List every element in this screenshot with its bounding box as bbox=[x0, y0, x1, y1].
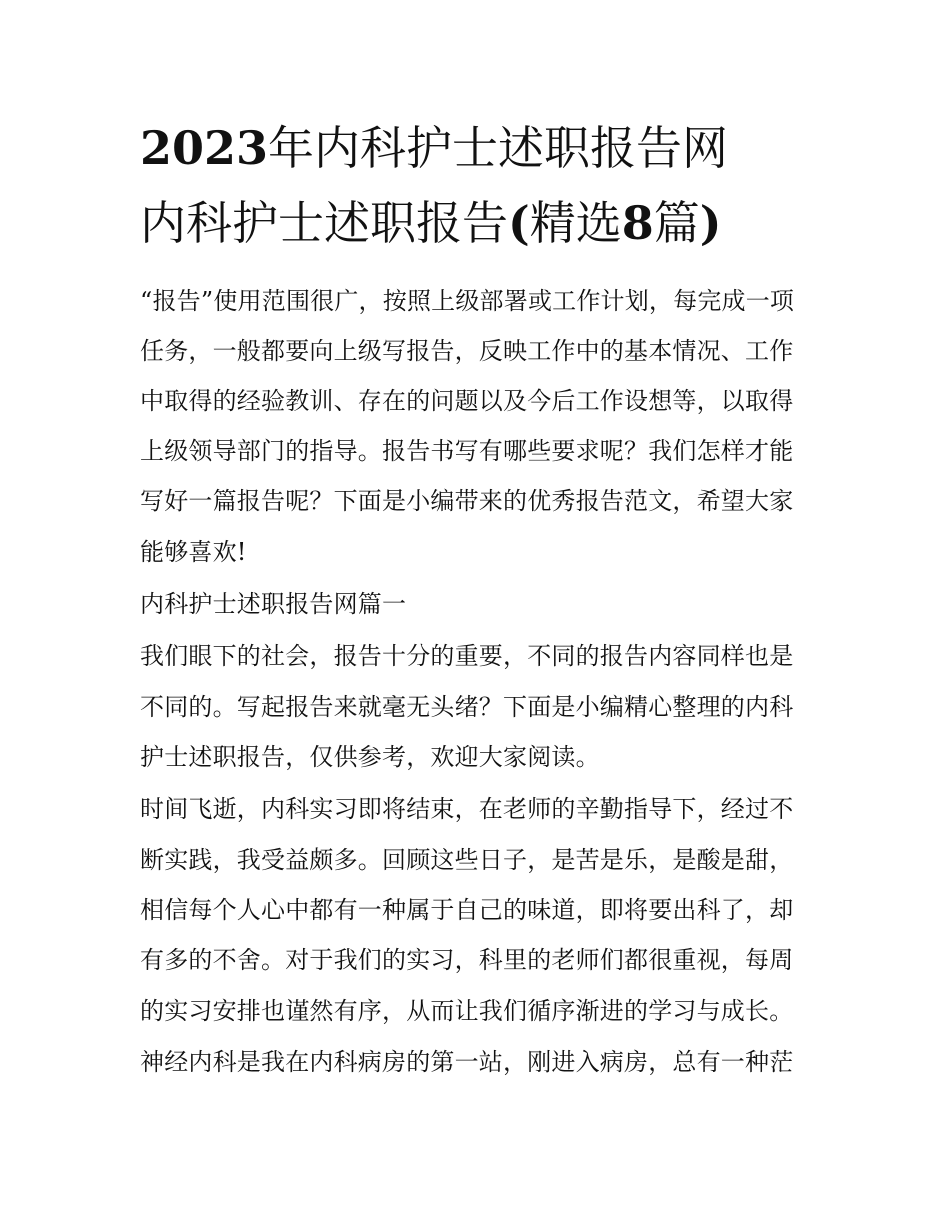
document-title-line-2 bbox=[140, 195, 820, 251]
title-text-c: 篇 bbox=[653, 196, 700, 250]
text-line: 护士述职报告，仅供参考，欢迎大家阅读。 bbox=[140, 743, 600, 771]
text-line: “报告”使用范围很广，按照上级部署或工作计划，每完成一项 bbox=[140, 287, 795, 315]
text-line: 我们眼下的社会，报告十分的重要，不同的报告内容同样也是 bbox=[140, 642, 794, 670]
text-line: 神经内科是我在内科病房的第一站，刚进入病房，总有一种茫 bbox=[140, 1048, 794, 1076]
text-line: 的实习安排也谨然有序，从而让我们循序渐进的学习与成长。 bbox=[140, 997, 794, 1025]
text-line: 能够喜欢! bbox=[140, 538, 247, 566]
text-line: 相信每个人心中都有一种属于自己的味道，即将要出科了，却 bbox=[140, 896, 794, 924]
title-paren-open: ( bbox=[508, 196, 530, 250]
text-line: 断实践，我受益颇多。回顾这些日子，是苦是乐，是酸是甜， bbox=[140, 846, 794, 874]
title-count: 8 bbox=[621, 196, 654, 250]
text-line: 有多的不舍。对于我们的实习，科里的老师们都很重视，每周 bbox=[140, 946, 794, 974]
title-text-b: 精选 bbox=[529, 196, 622, 250]
text-line: 上级领导部门的指导。报告书写有哪些要求呢？我们怎样才能 bbox=[140, 437, 794, 465]
section-heading: 内科护士述职报告网篇一 bbox=[140, 590, 407, 618]
text-line: 不同的。写起报告来就毫无头绪？下面是小编精心整理的内科 bbox=[140, 693, 794, 721]
title-paren-close: ) bbox=[699, 196, 722, 250]
title-text-a: 内科护士述职报告 bbox=[140, 196, 508, 250]
text-line: 时间飞逝，内科实习即将结束，在老师的辛勤指导下，经过不 bbox=[140, 795, 794, 823]
title-year: 2023 bbox=[140, 121, 269, 175]
text-line: 任务，一般都要向上级写报告，反映工作中的基本情况、工作 bbox=[140, 337, 794, 365]
document-title-line-1 bbox=[140, 120, 820, 176]
text-line: 写好一篇报告呢？下面是小编带来的优秀报告范文，希望大家 bbox=[140, 487, 794, 515]
text-line: 中取得的经验教训、存在的问题以及今后工作设想等，以取得 bbox=[140, 387, 794, 415]
title-text: 年内科护士述职报告网 bbox=[268, 121, 729, 175]
